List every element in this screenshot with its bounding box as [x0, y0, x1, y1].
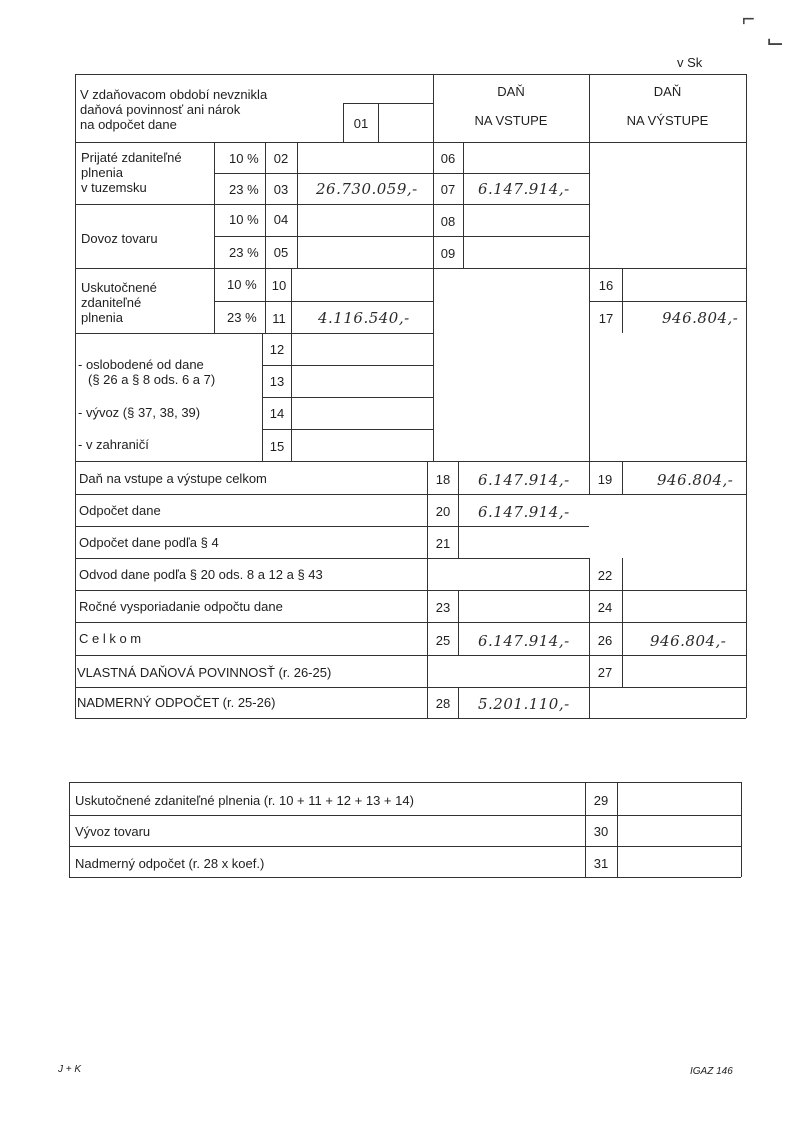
corner-mark: ⌐ [742, 6, 755, 31]
deduction-label: Odpočet dane [79, 503, 161, 518]
code-08: 08 [440, 214, 456, 229]
code-11: 11 [272, 311, 286, 326]
code-10: 10 [271, 278, 287, 293]
rate-23: 23 % [229, 245, 259, 260]
value-25[interactable]: 6.147.914,- [478, 632, 570, 650]
code-29: 29 [593, 793, 609, 808]
levy-label: Odvod dane podľa § 20 ods. 8 a 12 a § 43 [79, 567, 323, 582]
input-tax-title: DAŇ NA VSTUPE [474, 84, 548, 128]
grand-total-label: C e l k o m [79, 631, 142, 646]
own-tax-liability-label: VLASTNÁ DAŇOVÁ POVINNOSŤ (r. 26-25) [77, 665, 332, 680]
code-18: 18 [435, 472, 451, 487]
value-11[interactable]: 4.116.540,- [318, 309, 410, 327]
unit-label: v Sk [677, 55, 703, 70]
import-label: Dovoz tovaru [81, 231, 158, 246]
code-28: 28 [435, 696, 451, 711]
value-18[interactable]: 6.147.914,- [478, 471, 570, 489]
exempt-label: - oslobodené od dane (§ 26 a § 8 ods. 6 a 7) [78, 357, 216, 387]
code-26: 26 [597, 633, 613, 648]
code-03: 03 [273, 182, 289, 197]
code-14: 14 [269, 406, 285, 421]
code-02: 02 [273, 151, 289, 166]
rate-10: 10 % [229, 212, 259, 227]
code-15: 15 [269, 439, 285, 454]
code-05: 05 [273, 245, 289, 260]
value-17[interactable]: 946.804,- [662, 309, 739, 327]
code-13: 13 [269, 374, 285, 389]
code-23: 23 [435, 600, 451, 615]
code-19: 19 [597, 472, 613, 487]
code-31: 31 [593, 856, 609, 871]
output-tax-title: DAŇ NA VÝSTUPE [626, 84, 709, 128]
rate-23: 23 % [229, 182, 259, 197]
code-30: 30 [593, 824, 609, 839]
code-21: 21 [435, 536, 451, 551]
rate-10: 10 % [229, 151, 259, 166]
rate-10: 10 % [227, 277, 257, 292]
value-26[interactable]: 946.804,- [650, 632, 727, 650]
value-28[interactable]: 5.201.110,- [478, 695, 570, 713]
footer-right: IGAZ 146 [690, 1066, 733, 1077]
value-20[interactable]: 6.147.914,- [478, 503, 570, 521]
code-16: 16 [598, 278, 614, 293]
code-22: 22 [597, 568, 613, 583]
code-20: 20 [435, 504, 451, 519]
received-supplies-label: Prijaté zdaniteľné plnenia v tuzemsku [81, 150, 182, 195]
no-obligation-text: V zdaňovacom období nevznikla daňová povinnosť ani nárok na odpočet dane [80, 87, 268, 132]
annual-settlement-label: Ročné vysporiadanie odpočtu dane [79, 599, 283, 614]
footer-left: J + K [58, 1064, 82, 1075]
value-19[interactable]: 946.804,- [657, 471, 734, 489]
code-04: 04 [273, 212, 289, 227]
abroad-label: - v zahraničí [78, 437, 149, 452]
code-24: 24 [597, 600, 613, 615]
deduction4-label: Odpočet dane podľa § 4 [79, 535, 219, 550]
code-01: 01 [353, 116, 369, 131]
table2-row-label: Uskutočnené zdaniteľné plnenia (r. 10 + 11 + 12 + 13 + 14) [75, 793, 414, 808]
code-12: 12 [269, 342, 285, 357]
value-03[interactable]: 26.730.059,- [316, 180, 418, 198]
code-09: 09 [440, 246, 456, 261]
corner-mark: ⌙ [766, 28, 785, 53]
total-tax-label: Daň na vstupe a výstupe celkom [79, 471, 267, 486]
table2-row-label: Nadmerný odpočet (r. 28 x koef.) [75, 856, 265, 871]
code-06: 06 [440, 151, 456, 166]
code-25: 25 [435, 633, 451, 648]
code-17: 17 [598, 311, 614, 326]
code-07: 07 [440, 182, 456, 197]
export-label: - vývoz (§ 37, 38, 39) [78, 405, 201, 420]
rate-23: 23 % [227, 310, 257, 325]
supplies-made-label: Uskutočnené zdaniteľné plnenia [81, 280, 157, 325]
code-27: 27 [597, 665, 613, 680]
excess-deduction-label: NADMERNÝ ODPOČET (r. 25-26) [77, 695, 276, 710]
table2-row-label: Vývoz tovaru [75, 824, 151, 839]
value-07[interactable]: 6.147.914,- [478, 180, 570, 198]
no-obligation-checkbox[interactable] [379, 104, 432, 141]
